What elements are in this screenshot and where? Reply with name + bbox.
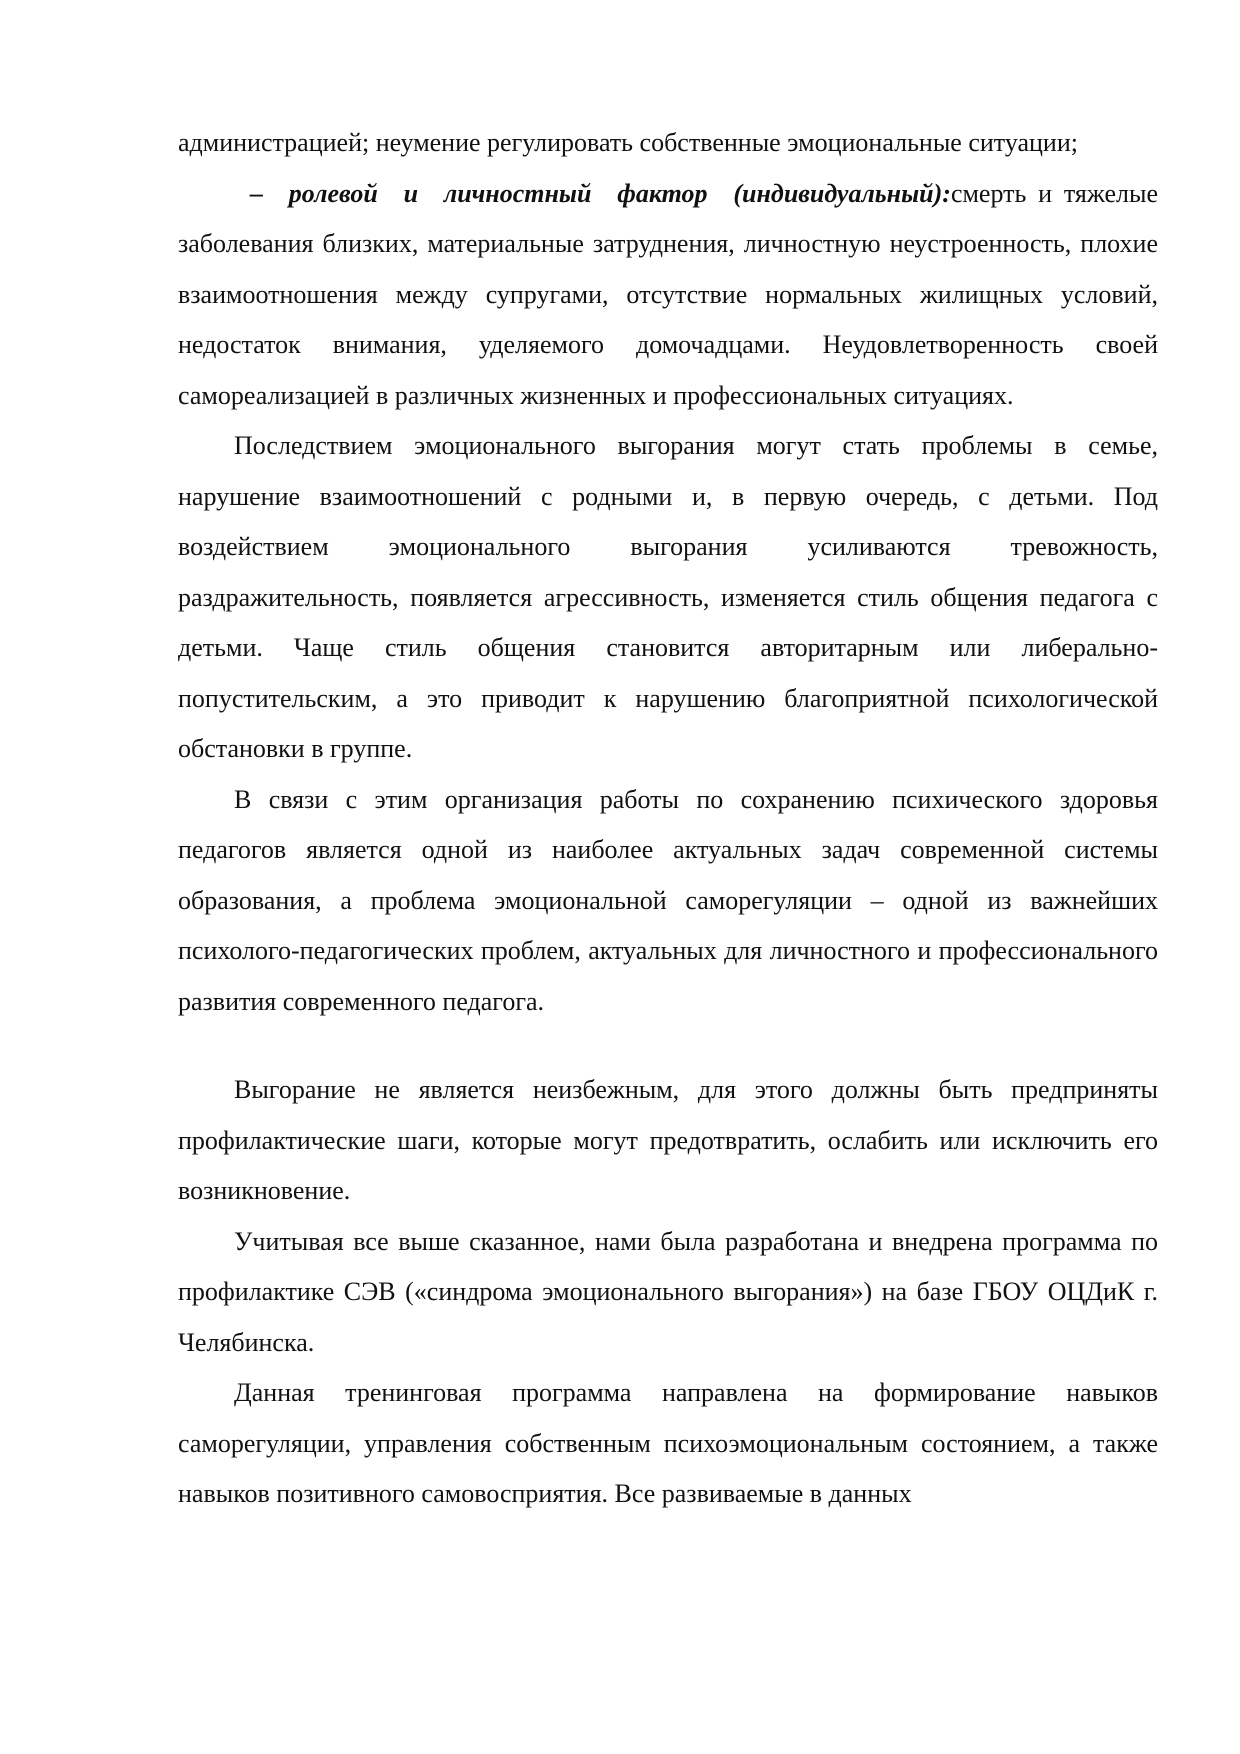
paragraph-lead: – ролевой и личностный фактор (индивидуальный): (250, 178, 951, 208)
paragraph-prevention: Выгорание не является неизбежным, для этого должны быть предприняты профилактические шаги, которые могут предотвратить, ослабить или исключить его возникновение. (178, 1075, 1158, 1205)
paragraph-consequences: Последствием эмоционального выгорания могут стать проблемы в семье, нарушение взаимоотношений с родными и, в первую очередь, с детьми. Под воздействием эмоционального выгорания усиливаются тревожность, раздражительность, появляется агрессивность, изменяется стиль общения педагога с детьми. Чаще стиль общения становится авторитарным или либерально-попустительским, а это приводит к нарушению благоприятной психологической обстановки в группе. (178, 431, 1158, 763)
paragraph-continuation: администрацией; неумение регулировать собственные эмоциональные ситуации; (178, 128, 1078, 157)
paragraph-role-factor (178, 169, 1158, 422)
body-text (178, 118, 1158, 1520)
paragraph-body: смерть и тяжелые заболевания близких, материальные затруднения, личностную неустроенность, плохие взаимоотношения между супругами, отсутствие нормальных жилищных условий, недостаток внимания, уделяемого домочадцами. Неудовлетворенность своей самореализацией в различных жизненных и профессиональных ситуациях. (178, 178, 1158, 410)
paragraph-training: Данная тренинговая программа направлена на формирование навыков саморегуляции, управления собственным психоэмоциональным состоянием, а также навыков позитивного самовосприятия. Все развиваемые в данных (178, 1378, 1158, 1508)
paragraph-relevance: В связи с этим организация работы по сохранению психического здоровья педагогов является одной из наиболее актуальных задач современной системы образования, а проблема эмоциональной саморегуляции – одной из важнейших психолого-педагогических проблем, актуальных для личностного и профессионального развития современного педагога. (178, 784, 1158, 1016)
paragraph-program: Учитывая все выше сказанное, нами была разработана и внедрена программа по профилактике СЭВ («синдрома эмоционального выгорания») на базе ГБОУ ОЦДиК г. Челябинска. (178, 1226, 1158, 1357)
